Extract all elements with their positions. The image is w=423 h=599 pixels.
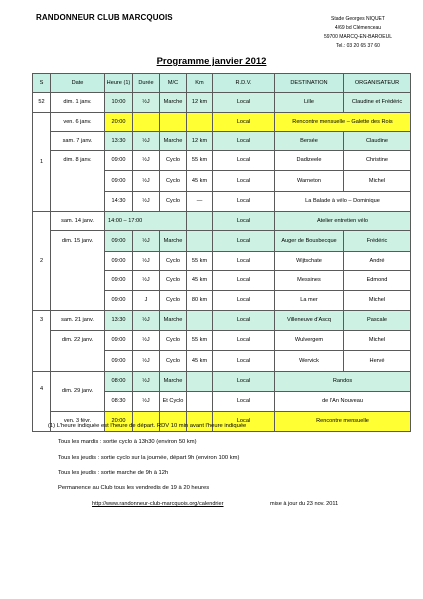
- type-cell: Cyclo: [160, 171, 187, 192]
- duration-cell: ½J: [133, 151, 160, 171]
- rdv-cell: Local: [213, 372, 275, 392]
- type-cell: Cyclo: [160, 351, 187, 372]
- organizer-cell: Claudine: [344, 132, 411, 151]
- table-row: [33, 231, 411, 252]
- column-header: Heure (1): [105, 74, 133, 93]
- table-row: [33, 113, 411, 132]
- time-cell: 09:00: [105, 271, 133, 291]
- duration-cell: ½J: [133, 311, 160, 331]
- type-cell: Cyclo: [160, 291, 187, 311]
- table-row: [33, 291, 411, 311]
- km-cell: [187, 392, 213, 412]
- destination-cell: Lille: [275, 93, 344, 113]
- type-cell: Marche: [160, 93, 187, 113]
- time-cell: 09:00: [105, 331, 133, 351]
- destination-cell: La mer: [275, 291, 344, 311]
- note-line: Permanence au Club tous les vendredis de 19 à 20 heures: [58, 485, 210, 491]
- duration-cell: ½J: [133, 392, 160, 412]
- destination-cell: Villeneuve d'Ascq: [275, 311, 344, 331]
- rdv-cell: Local: [213, 291, 275, 311]
- time-cell: 14:30: [105, 192, 133, 212]
- destination-cell: Auger de Bousbecque: [275, 231, 344, 252]
- week-cell: 4: [33, 372, 51, 432]
- organizer-cell: Michel: [344, 331, 411, 351]
- type-cell: Cyclo: [160, 151, 187, 171]
- rdv-cell: Local: [213, 231, 275, 252]
- km-cell: 55 km: [187, 252, 213, 271]
- rdv-cell: Local: [213, 392, 275, 412]
- duration-cell: ½J: [133, 372, 160, 392]
- date-cell: sam. 7 janv.: [51, 132, 105, 151]
- date-cell: [51, 192, 105, 212]
- type-cell: Cyclo: [160, 192, 187, 212]
- organizer-cell: Hervé: [344, 351, 411, 372]
- duration-cell: ½J: [133, 93, 160, 113]
- time-cell: 20:00: [105, 113, 133, 132]
- duration-cell: J: [133, 291, 160, 311]
- km-cell: 12 km: [187, 132, 213, 151]
- rdv-cell: Local: [213, 113, 275, 132]
- destination-cell: Bersée: [275, 132, 344, 151]
- time-cell: 09:00: [105, 151, 133, 171]
- duration-cell: ½J: [133, 171, 160, 192]
- organizer-cell: Pascale: [344, 311, 411, 331]
- type-cell: Et Cyclo: [160, 392, 187, 412]
- destination-cell: Atelier entretien vélo: [275, 212, 411, 231]
- type-cell: Cyclo: [160, 252, 187, 271]
- duration-cell: ½J: [133, 132, 160, 151]
- address-line: 59700 MARCQ-EN-BAROEUL: [323, 34, 393, 40]
- km-cell: [187, 113, 213, 132]
- column-header: S: [33, 74, 51, 93]
- date-cell: sam. 14 janv.: [51, 212, 105, 231]
- table-row: [33, 171, 411, 192]
- duration-cell: ½J: [133, 192, 160, 212]
- destination-cell: Warneton: [275, 171, 344, 192]
- duration-cell: ½J: [133, 231, 160, 252]
- rdv-cell: Local: [213, 351, 275, 372]
- km-cell: [187, 231, 213, 252]
- date-cell: ven. 3 févr.: [51, 412, 105, 432]
- duration-cell: ½J: [133, 252, 160, 271]
- week-cell: 3: [33, 311, 51, 372]
- time-cell: 20:00: [105, 412, 133, 432]
- time-cell: 14:00 – 17:00: [105, 212, 187, 231]
- type-cell: [160, 113, 187, 132]
- column-header: ORGANISATEUR: [344, 74, 411, 93]
- type-cell: Cyclo: [160, 271, 187, 291]
- km-cell: 45 km: [187, 351, 213, 372]
- duration-cell: ½J: [133, 271, 160, 291]
- rdv-cell: Local: [213, 192, 275, 212]
- organizer-cell: Claudine et Frédéric: [344, 93, 411, 113]
- date-cell: dim. 22 janv.: [51, 331, 105, 351]
- column-header: Km: [187, 74, 213, 93]
- table-row: [33, 212, 411, 231]
- duration-cell: ½J: [133, 331, 160, 351]
- date-cell: [51, 171, 105, 192]
- km-cell: [187, 311, 213, 331]
- rdv-cell: Local: [213, 212, 275, 231]
- column-header: R.D.V.: [213, 74, 275, 93]
- date-cell: [51, 351, 105, 372]
- date-cell: [51, 252, 105, 271]
- program-table: [32, 73, 411, 432]
- rdv-cell: Local: [213, 331, 275, 351]
- table-row: [33, 311, 411, 331]
- week-cell: 1: [33, 113, 51, 212]
- destination-cell: Wijtschate: [275, 252, 344, 271]
- time-cell: 08:30: [105, 392, 133, 412]
- rdv-cell: Local: [213, 412, 275, 432]
- table-row: [33, 132, 411, 151]
- time-cell: 13:30: [105, 132, 133, 151]
- type-cell: Marche: [160, 311, 187, 331]
- address-line: Tel.: 03 20 65 37 60: [336, 43, 380, 49]
- rdv-cell: Local: [213, 171, 275, 192]
- address-line: 4/69 bd Clémenceau: [334, 25, 382, 31]
- date-cell: dim. 15 janv.: [51, 231, 105, 252]
- km-cell: 45 km: [187, 271, 213, 291]
- table-row: [33, 151, 411, 171]
- time-cell: 09:00: [105, 252, 133, 271]
- km-cell: 55 km: [187, 331, 213, 351]
- club-address: [318, 15, 398, 51]
- organizer-cell: André: [344, 252, 411, 271]
- destination-cell: Randos: [275, 372, 411, 392]
- date-cell: dim. 1 janv.: [51, 93, 105, 113]
- destination-cell: Wulvergem: [275, 331, 344, 351]
- type-cell: Marche: [160, 231, 187, 252]
- date-cell: [51, 271, 105, 291]
- column-header: M/C: [160, 74, 187, 93]
- destination-cell: Rencontre mensuelle – Galette des Rois: [275, 113, 411, 132]
- km-cell: [187, 212, 213, 231]
- time-cell: 13:30: [105, 311, 133, 331]
- rdv-cell: Local: [213, 132, 275, 151]
- organizer-cell: Michel: [344, 291, 411, 311]
- type-cell: Marche: [160, 372, 187, 392]
- time-cell: 09:00: [105, 231, 133, 252]
- date-cell: ven. 6 janv.: [51, 113, 105, 132]
- destination-cell: de l'An Nouveau: [275, 392, 411, 412]
- column-header: Date: [51, 74, 105, 93]
- time-cell: 09:00: [105, 351, 133, 372]
- type-cell: Cyclo: [160, 331, 187, 351]
- table-row: [33, 331, 411, 351]
- date-cell: dim. 8 janv.: [51, 151, 105, 171]
- destination-cell: Messines: [275, 271, 344, 291]
- table-row: [33, 372, 411, 392]
- date-cell: [51, 291, 105, 311]
- column-header: Durée: [133, 74, 160, 93]
- rdv-cell: Local: [213, 252, 275, 271]
- organizer-cell: Christine: [344, 151, 411, 171]
- table-row: [33, 252, 411, 271]
- address-line: Stade Georges NIQUET: [331, 16, 385, 22]
- rdv-cell: Local: [213, 93, 275, 113]
- km-cell: 12 km: [187, 93, 213, 113]
- time-cell: 09:00: [105, 171, 133, 192]
- type-cell: Marche: [160, 132, 187, 151]
- organizer-cell: Michel: [344, 171, 411, 192]
- organizer-cell: Frédéric: [344, 231, 411, 252]
- note-line: Tous les mardis : sortie cyclo à 13h30 (environ 50 km): [58, 439, 197, 445]
- note-line: Tous les jeudis : sortie marche de 9h à 12h: [58, 470, 169, 476]
- table-row: [33, 192, 411, 212]
- destination-cell: Wervick: [275, 351, 344, 372]
- rdv-cell: Local: [213, 271, 275, 291]
- table-row: [33, 271, 411, 291]
- table-header-row: [33, 74, 411, 93]
- update-date: mise à jour du 23 nov. 2011: [270, 501, 339, 507]
- club-name: RANDONNEUR CLUB MARCQUOIS: [36, 13, 173, 22]
- km-cell: 80 km: [187, 291, 213, 311]
- rdv-cell: Local: [213, 151, 275, 171]
- km-cell: 45 km: [187, 171, 213, 192]
- destination-cell: La Balade à vélo – Dominique: [275, 192, 411, 212]
- note-line: Tous les jeudis : sortie cyclo sur la journée, départ 9h (environ 100 km): [58, 455, 240, 461]
- rdv-cell: Local: [213, 311, 275, 331]
- time-cell: 08:00: [105, 372, 133, 392]
- organizer-cell: Edmond: [344, 271, 411, 291]
- time-cell: 09:00: [105, 291, 133, 311]
- km-cell: [187, 372, 213, 392]
- week-cell: 52: [33, 93, 51, 113]
- destination-cell: Dadizeele: [275, 151, 344, 171]
- km-cell: —: [187, 192, 213, 212]
- note-line: (1) L'heure indiquée est l'heure de départ. RDV 10 min avant l'heure indiquée: [48, 423, 247, 429]
- table-row: [33, 351, 411, 372]
- km-cell: 55 km: [187, 151, 213, 171]
- page-title: Programme janvier 2012: [156, 56, 267, 67]
- destination-cell: Rencontre mensuelle: [275, 412, 411, 432]
- table-row: [33, 93, 411, 113]
- website-link-wrap: [92, 501, 224, 507]
- week-cell: 2: [33, 212, 51, 311]
- column-header: DESTINATION: [275, 74, 344, 93]
- duration-cell: [133, 113, 160, 132]
- time-cell: 10:00: [105, 93, 133, 113]
- website-link[interactable]: http://www.randonneur-club-marcquois.org/calendrier: [92, 501, 224, 507]
- duration-cell: ½J: [133, 351, 160, 372]
- date-cell: sam. 21 janv.: [51, 311, 105, 331]
- date-cell: dim. 29 janv.: [51, 372, 105, 412]
